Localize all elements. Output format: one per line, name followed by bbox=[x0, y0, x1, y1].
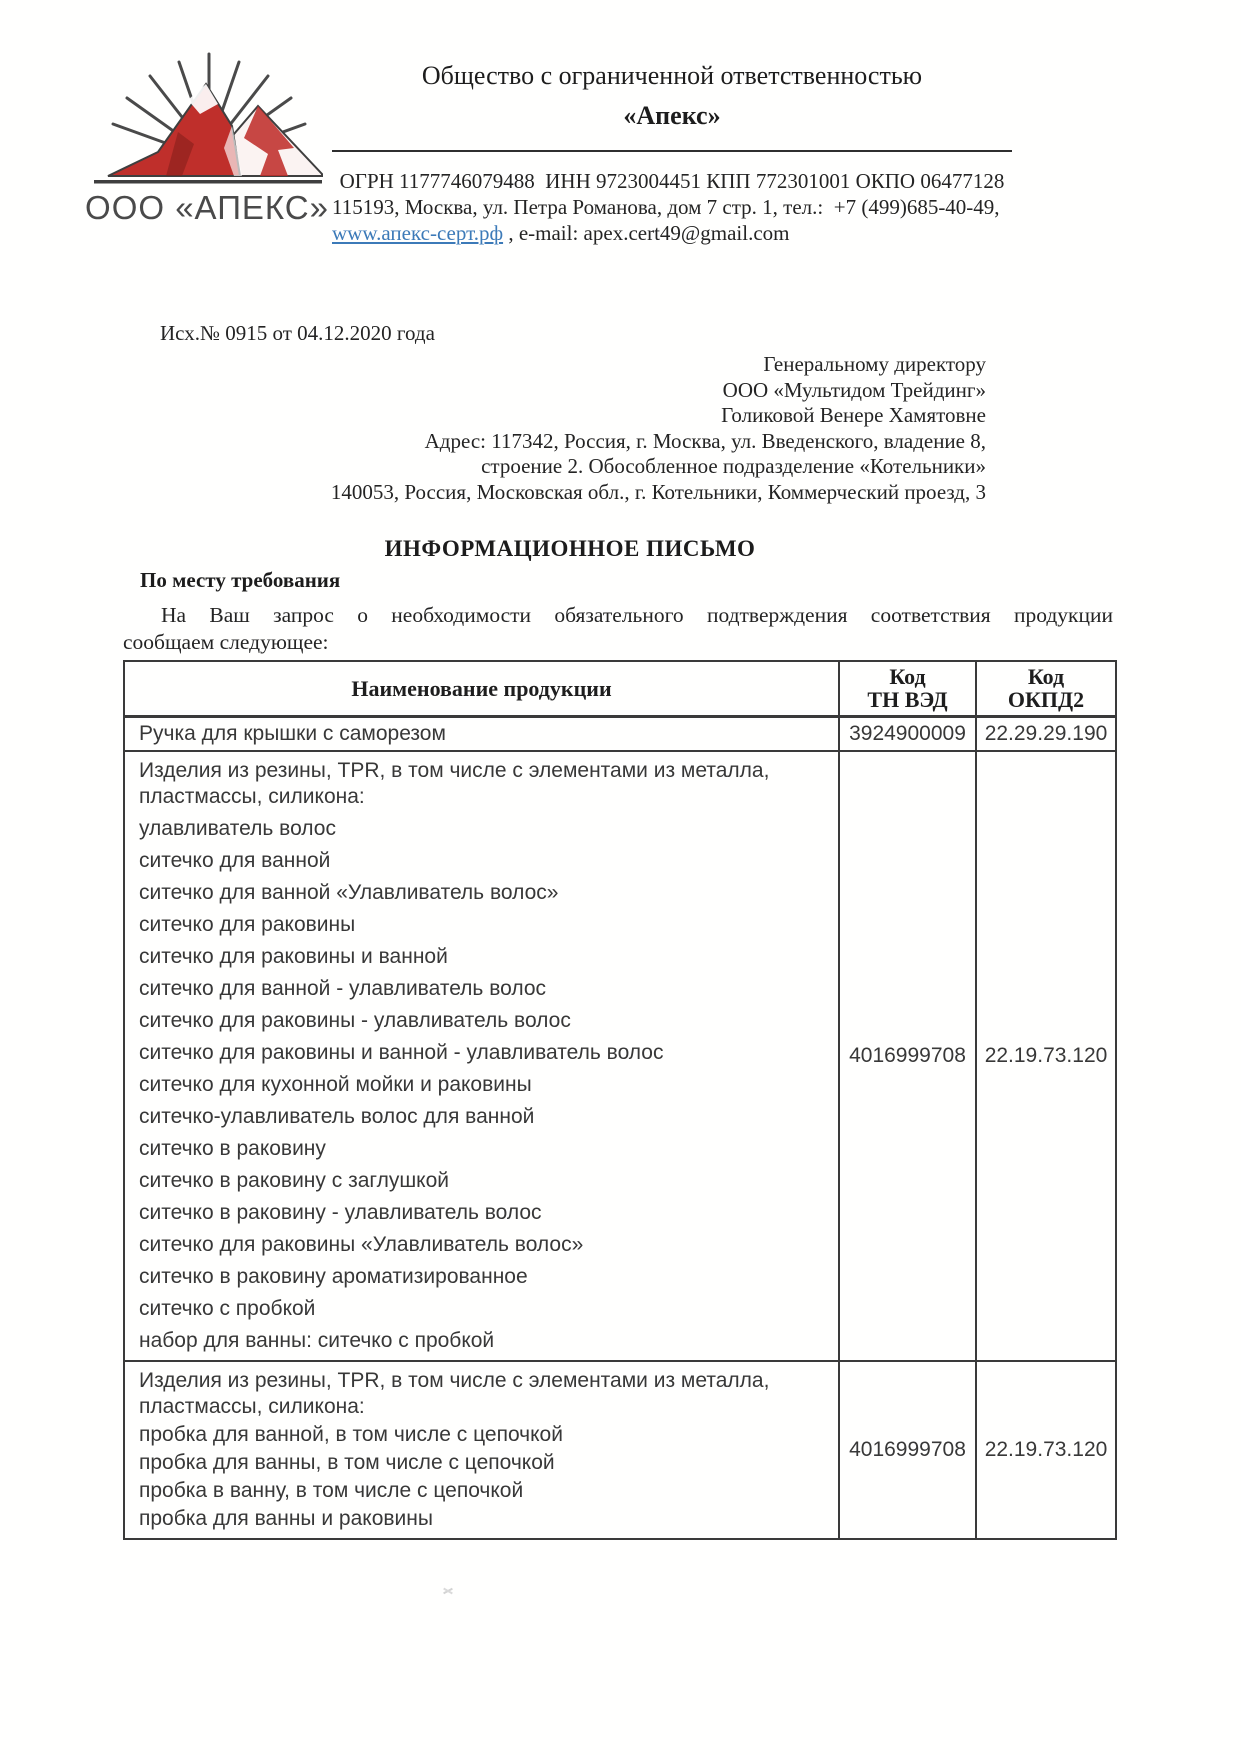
product-item: пробка для ванны и раковины bbox=[139, 1507, 433, 1530]
product-item: ситечко для кухонной мойки и раковины bbox=[139, 1073, 532, 1096]
product-item: пробка в ванну, в том числе с цепочкой bbox=[139, 1479, 524, 1502]
mountain-logo-icon bbox=[78, 50, 336, 187]
tnved-code: 3924900009 bbox=[839, 717, 976, 752]
product-item: ситечко для ванной «Улавливатель волос» bbox=[139, 881, 559, 904]
product-item: ситечко для раковины и ванной - улавливатель волос bbox=[139, 1041, 664, 1064]
org-name-line: «Апекс» bbox=[623, 101, 721, 130]
org-type-line: Общество с ограниченной ответственностью bbox=[421, 61, 923, 90]
product-item: ситечко в раковину с заглушкой bbox=[139, 1169, 450, 1192]
scan-noise bbox=[443, 1588, 453, 1594]
letterhead-text bbox=[332, 60, 1012, 246]
product-item: ситечко-улавливатель волос для ванной bbox=[139, 1105, 535, 1128]
intro-line-1: На Ваш запрос о необходимости обязательного подтверждения соответствия продукции bbox=[161, 603, 1113, 627]
product-item: ситечко с пробкой bbox=[139, 1297, 316, 1320]
letterhead-divider bbox=[332, 150, 1012, 152]
table-row bbox=[124, 1361, 1116, 1539]
addressee-line: 140053, Россия, Московская обл., г. Котельники, Коммерческий проезд, 3 bbox=[330, 479, 986, 504]
okpd-code: 22.19.73.120 bbox=[976, 1361, 1116, 1539]
okpd-code: 22.29.29.190 bbox=[976, 717, 1116, 752]
contacts-line bbox=[332, 220, 1012, 246]
table-header-row bbox=[124, 661, 1116, 717]
table-row bbox=[124, 717, 1116, 752]
products-table bbox=[123, 660, 1117, 1540]
intro-line-2: сообщаем следующее: bbox=[123, 630, 329, 654]
addressee-block bbox=[270, 352, 986, 505]
product-item: ситечко в раковину ароматизированное bbox=[139, 1265, 528, 1288]
addressee-line: Адрес: 117342, Россия, г. Москва, ул. Введенского, владение 8, bbox=[424, 428, 986, 453]
addressee-line: строение 2. Обособленное подразделение «Котельники» bbox=[481, 454, 986, 478]
website-link[interactable]: www.апекс-серт.рф bbox=[332, 221, 504, 245]
col-header-okpd: Код ОКПД2 bbox=[976, 661, 1116, 717]
okpd-code: 22.19.73.120 bbox=[976, 751, 1116, 1361]
letter-title: ИНФОРМАЦИОННОЕ ПИСЬМО bbox=[384, 536, 756, 561]
product-item: пробка для ванны, в том числе с цепочкой bbox=[139, 1451, 555, 1474]
email-separator: , e-mail: bbox=[503, 221, 584, 245]
product-item: ситечко в раковину - улавливатель волос bbox=[139, 1201, 542, 1224]
email-text: apex.cert49@gmail.com bbox=[583, 221, 790, 245]
product-item: ситечко для раковины «Улавливатель волос» bbox=[139, 1233, 584, 1256]
outgoing-number: Исх.№ 0915 от 04.12.2020 года bbox=[160, 321, 435, 345]
addressee-line: Генеральному директору bbox=[763, 352, 986, 376]
product-group-intro: Изделия из резины, TPR, в том числе с элементами из металла, пластмассы, силикона: bbox=[139, 1369, 770, 1418]
product-item: ситечко для раковины - улавливатель волос bbox=[139, 1009, 571, 1032]
product-name: Ручка для крышки с саморезом bbox=[139, 722, 446, 745]
product-item: ситечко для раковины bbox=[139, 913, 356, 936]
col-header-tnved: Код ТН ВЭД bbox=[839, 661, 976, 717]
company-logo bbox=[78, 50, 336, 227]
product-item: набор для ванны: ситечко с пробкой bbox=[139, 1329, 495, 1352]
product-item: ситечко для ванной - улавливатель волос bbox=[139, 977, 547, 1000]
logo-caption: ООО «АПЕКС» bbox=[85, 189, 329, 226]
company-address: 115193, Москва, ул. Петра Романова, дом 7 стр. 1, тел.: +7 (499)685-40-49, bbox=[332, 195, 1000, 219]
addressee-line: Голиковой Венере Хамятовне bbox=[721, 403, 986, 427]
addressee-line: ООО «Мультидом Трейдинг» bbox=[722, 377, 986, 402]
product-item: улавливатель волос bbox=[139, 817, 336, 840]
product-item: ситечко в раковину bbox=[139, 1137, 326, 1160]
letter-subtitle: По месту требования bbox=[140, 568, 341, 592]
tnved-code: 4016999708 bbox=[839, 751, 976, 1361]
col-header-product: Наименование продукции bbox=[124, 661, 839, 717]
product-item: ситечко для раковины и ванной bbox=[139, 945, 448, 968]
product-group-intro: Изделия из резины, TPR, в том числе с элементами из металла, пластмассы, силикона: bbox=[139, 759, 770, 808]
registration-numbers: ОГРН 1177746079488 ИНН 9723004451 КПП 772301001 ОКПО 06477128 bbox=[339, 169, 1005, 193]
product-item: ситечко для ванной bbox=[139, 849, 331, 872]
tnved-code: 4016999708 bbox=[839, 1361, 976, 1539]
table-row bbox=[124, 751, 1116, 1361]
intro-paragraph bbox=[123, 602, 1113, 656]
product-item-list bbox=[139, 1422, 828, 1532]
product-item-list bbox=[139, 816, 828, 1354]
product-item: пробка для ванной, в том числе с цепочкой bbox=[139, 1423, 563, 1446]
